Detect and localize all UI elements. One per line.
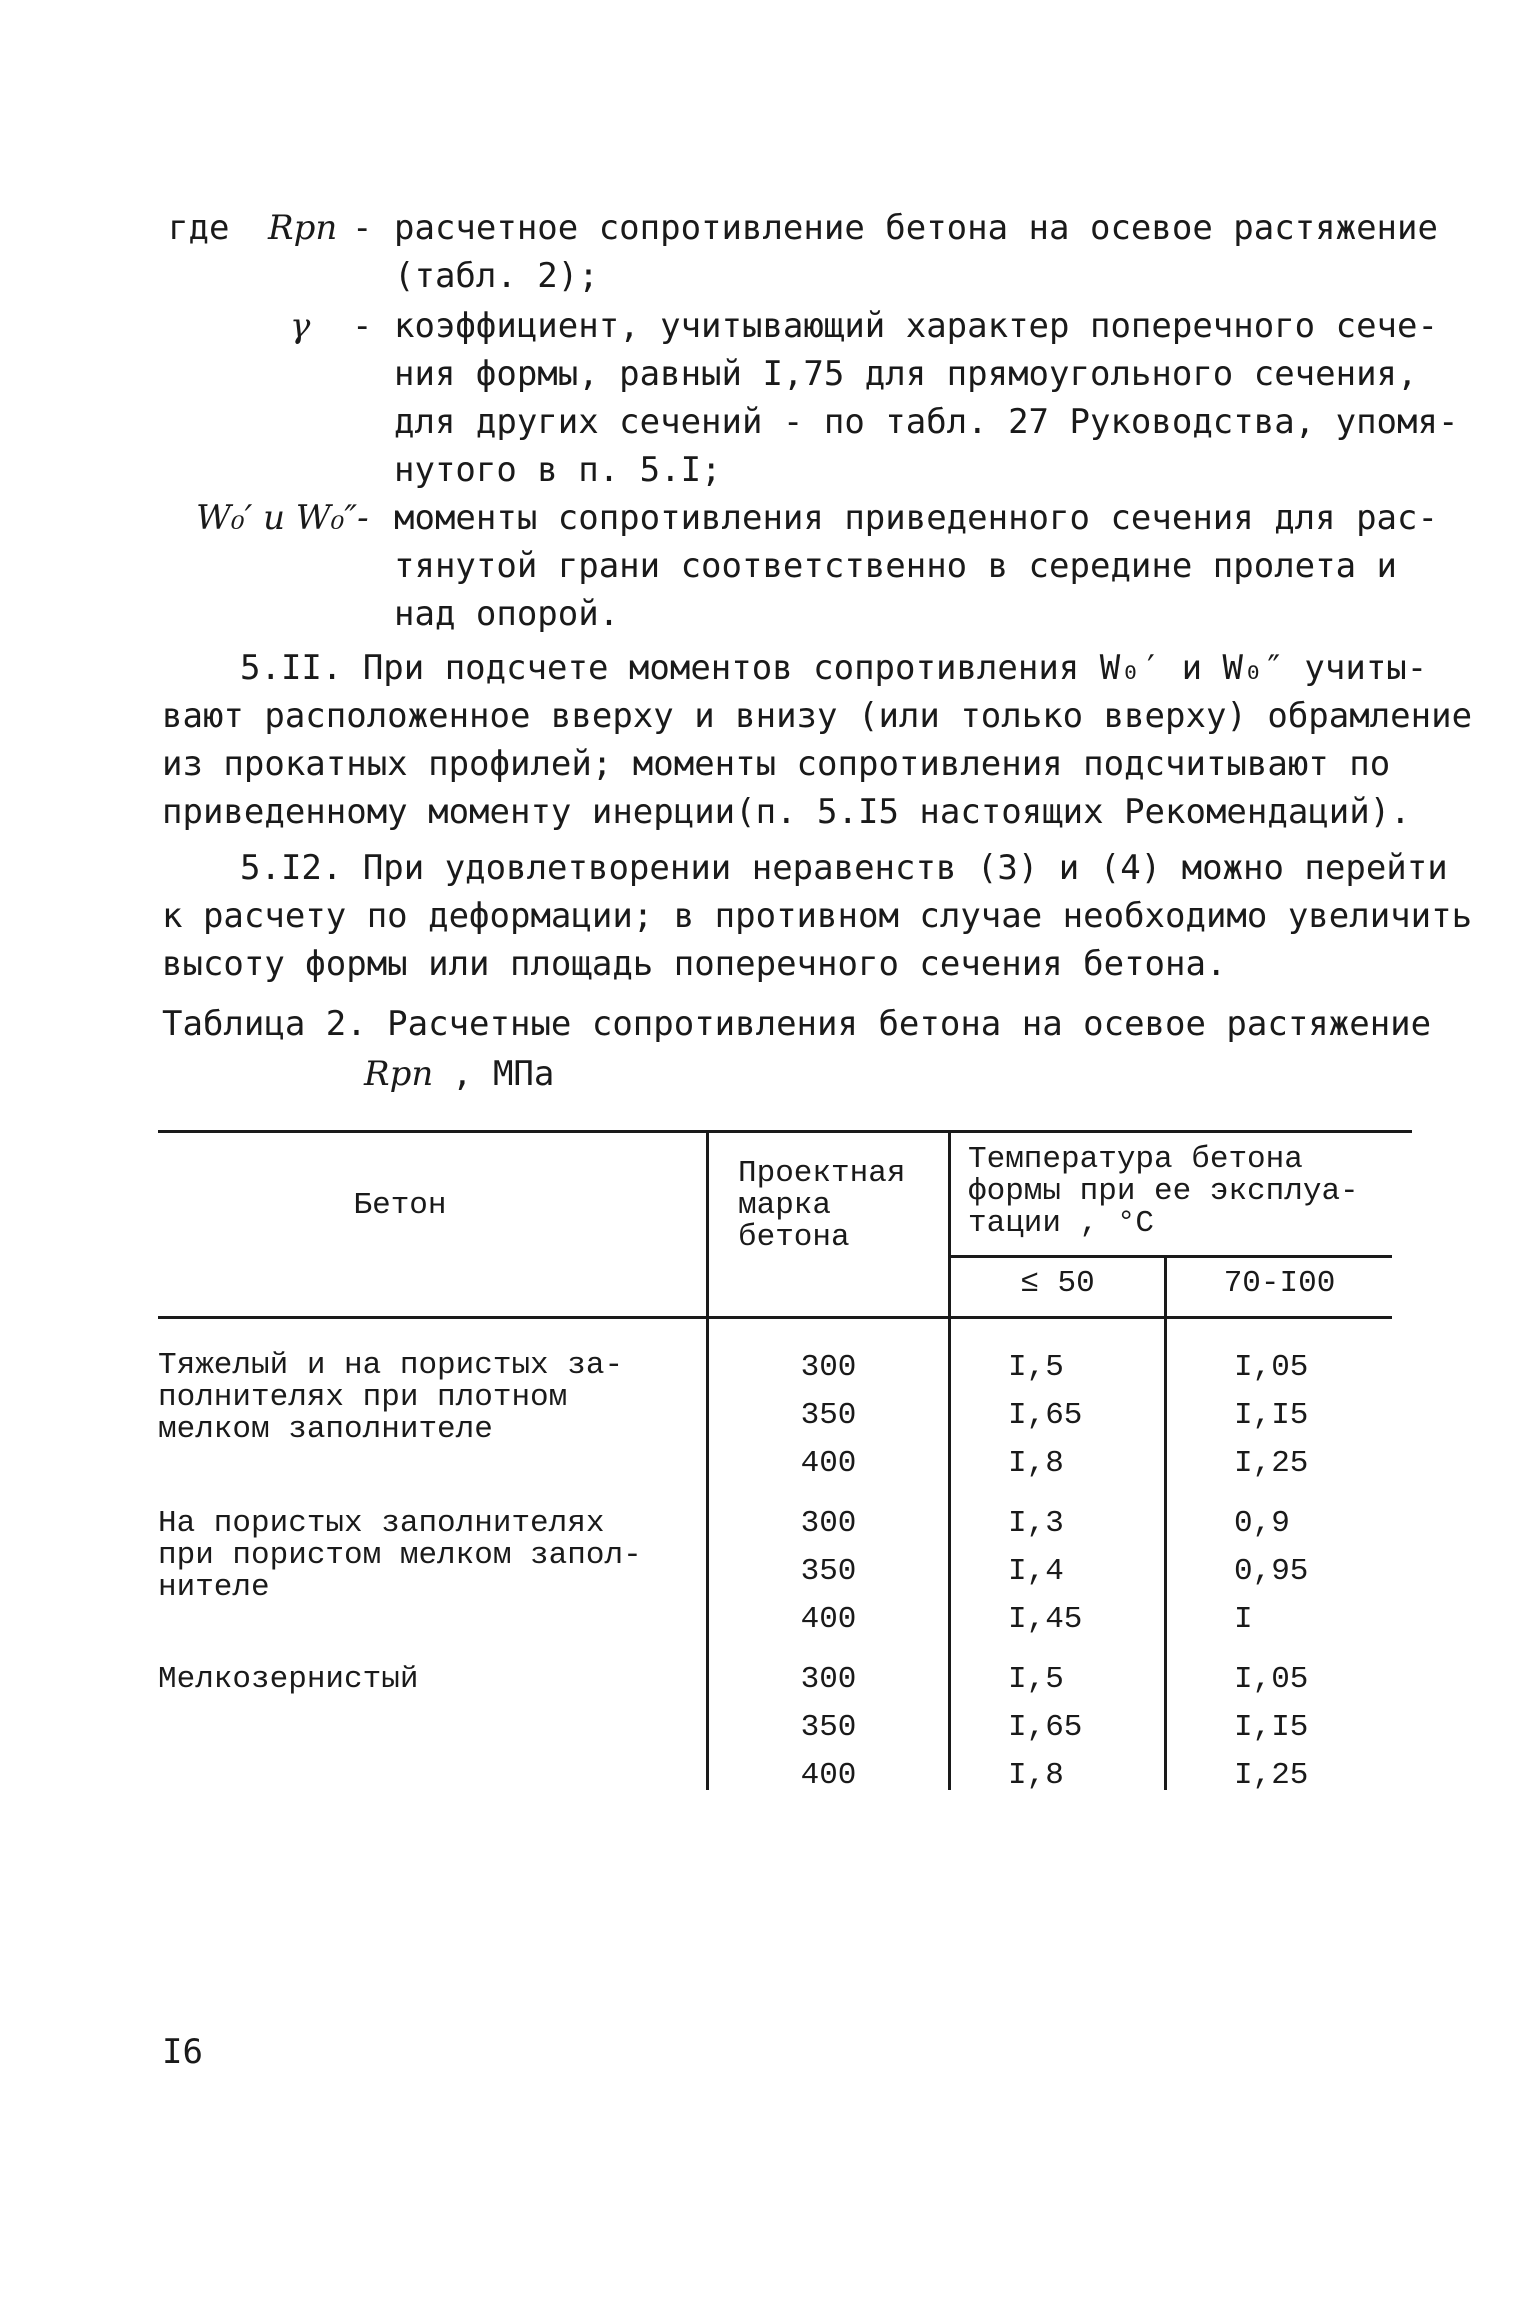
value-low-cell: I,65 bbox=[1008, 1710, 1083, 1745]
value-low-cell: I,45 bbox=[1008, 1602, 1083, 1637]
paragraph-line: вают расположенное вверху и внизу (или только вверху) обрамление bbox=[162, 696, 1473, 736]
header-grade-line: Проектная bbox=[738, 1156, 906, 1191]
grade-cell: 400 bbox=[800, 1446, 857, 1481]
header-temp-high: 70-I00 bbox=[1223, 1266, 1336, 1301]
concrete-type-line: Мелкозернистый bbox=[158, 1662, 419, 1697]
w-description-line: тянутой грани соответственно в середине пролета и bbox=[394, 546, 1398, 586]
value-low-cell: I,8 bbox=[1008, 1446, 1064, 1481]
header-grade-line: бетона bbox=[738, 1220, 850, 1255]
value-high-cell: I,05 bbox=[1234, 1662, 1309, 1697]
gamma-description-line: для других сечений - по табл. 27 Руководства, упомя- bbox=[394, 402, 1459, 442]
grade-cell: 300 bbox=[800, 1350, 857, 1385]
header-grade-line: марка bbox=[738, 1188, 832, 1223]
table-caption-symbol: Rрп bbox=[364, 1054, 434, 1094]
grade-cell: 400 bbox=[800, 1602, 857, 1637]
paragraph-line: из прокатных профилей; моменты сопротивления подсчитывают по bbox=[162, 744, 1391, 784]
value-low-cell: I,5 bbox=[1008, 1350, 1064, 1385]
value-low-cell: I,5 bbox=[1008, 1662, 1064, 1697]
value-high-cell: I,I5 bbox=[1234, 1710, 1309, 1745]
value-high-cell: I,05 bbox=[1234, 1350, 1309, 1385]
value-high-cell: I,25 bbox=[1234, 1758, 1309, 1793]
value-low-cell: I,65 bbox=[1008, 1398, 1083, 1433]
where-label: где bbox=[168, 208, 230, 248]
dash: - bbox=[352, 306, 373, 346]
paragraph-line: к расчету по деформации; в противном случае необходимо увеличить bbox=[162, 896, 1473, 936]
gamma-description-line: ния формы, равный I,75 для прямоугольного сечения, bbox=[394, 354, 1418, 394]
header-temperature-line: Температура бетона bbox=[968, 1142, 1303, 1177]
paragraph-line: приведенному моменту инерции(п. 5.I5 настоящих Рекомендаций). bbox=[162, 792, 1411, 832]
value-high-cell: I,25 bbox=[1234, 1446, 1309, 1481]
w-description-line: над опорой. bbox=[394, 594, 620, 634]
w-symbols: W₀′ и W₀″- bbox=[196, 498, 369, 538]
concrete-type-line: На пористых заполнителях bbox=[158, 1506, 605, 1541]
value-high-cell: I,I5 bbox=[1234, 1398, 1309, 1433]
grade-cell: 350 bbox=[800, 1398, 857, 1433]
header-bottom-rule bbox=[158, 1316, 1392, 1319]
value-high-cell: I bbox=[1234, 1602, 1253, 1637]
gamma-description-line: нутого в п. 5.I; bbox=[394, 450, 722, 490]
gamma-symbol: γ bbox=[290, 306, 311, 346]
concrete-type-line: Тяжелый и на пористых за- bbox=[158, 1348, 624, 1383]
header-temp-low: ≤ 50 bbox=[1020, 1266, 1095, 1301]
value-low-cell: I,8 bbox=[1008, 1758, 1064, 1793]
header-concrete: Бетон bbox=[353, 1188, 447, 1223]
header-temperature-line: формы при ее эксплуа- bbox=[968, 1174, 1359, 1209]
concrete-type-line: полнителях при плотном bbox=[158, 1380, 568, 1415]
column-divider bbox=[948, 1130, 951, 1790]
rpii-symbol: Rрп bbox=[268, 208, 338, 248]
paragraph-line: высоту формы или площадь поперечного сечения бетона. bbox=[162, 944, 1227, 984]
dash: - bbox=[352, 208, 373, 248]
paragraph-line: 5.II. При подсчете моментов сопротивления W₀′ и W₀″ учиты- bbox=[240, 648, 1428, 688]
column-divider bbox=[1164, 1256, 1167, 1790]
grade-cell: 300 bbox=[800, 1506, 857, 1541]
concrete-type-line: при пористом мелком запол- bbox=[158, 1538, 642, 1573]
gamma-description-line: коэффициент, учитывающий характер поперечного сече- bbox=[394, 306, 1438, 346]
value-high-cell: 0,9 bbox=[1234, 1506, 1290, 1541]
table-top-rule bbox=[158, 1130, 1412, 1133]
grade-cell: 350 bbox=[800, 1554, 857, 1589]
concrete-type-line: мелком заполнителе bbox=[158, 1412, 493, 1447]
temperature-subheader-rule bbox=[950, 1255, 1392, 1258]
rpii-description-line: расчетное сопротивление бетона на осевое растяжение bbox=[394, 208, 1438, 248]
w-description-line: моменты сопротивления приведенного сечения для рас- bbox=[394, 498, 1438, 538]
table-caption-line: Таблица 2. Расчетные сопротивления бетона на осевое растяжение bbox=[162, 1004, 1432, 1044]
grade-cell: 400 bbox=[800, 1758, 857, 1793]
rpii-description-line: (табл. 2); bbox=[394, 256, 599, 296]
value-low-cell: I,3 bbox=[1008, 1506, 1064, 1541]
value-high-cell: 0,95 bbox=[1234, 1554, 1309, 1589]
table-caption-unit: , МПа bbox=[452, 1054, 555, 1094]
grade-cell: 300 bbox=[800, 1662, 857, 1697]
header-temperature-line: тации , °С bbox=[968, 1206, 1155, 1241]
concrete-type-line: нителе bbox=[158, 1570, 270, 1605]
page-number: I6 bbox=[162, 2032, 203, 2072]
grade-cell: 350 bbox=[800, 1710, 857, 1745]
value-low-cell: I,4 bbox=[1008, 1554, 1064, 1589]
paragraph-line: 5.I2. При удовлетворении неравенств (3) и (4) можно перейти bbox=[240, 848, 1448, 888]
